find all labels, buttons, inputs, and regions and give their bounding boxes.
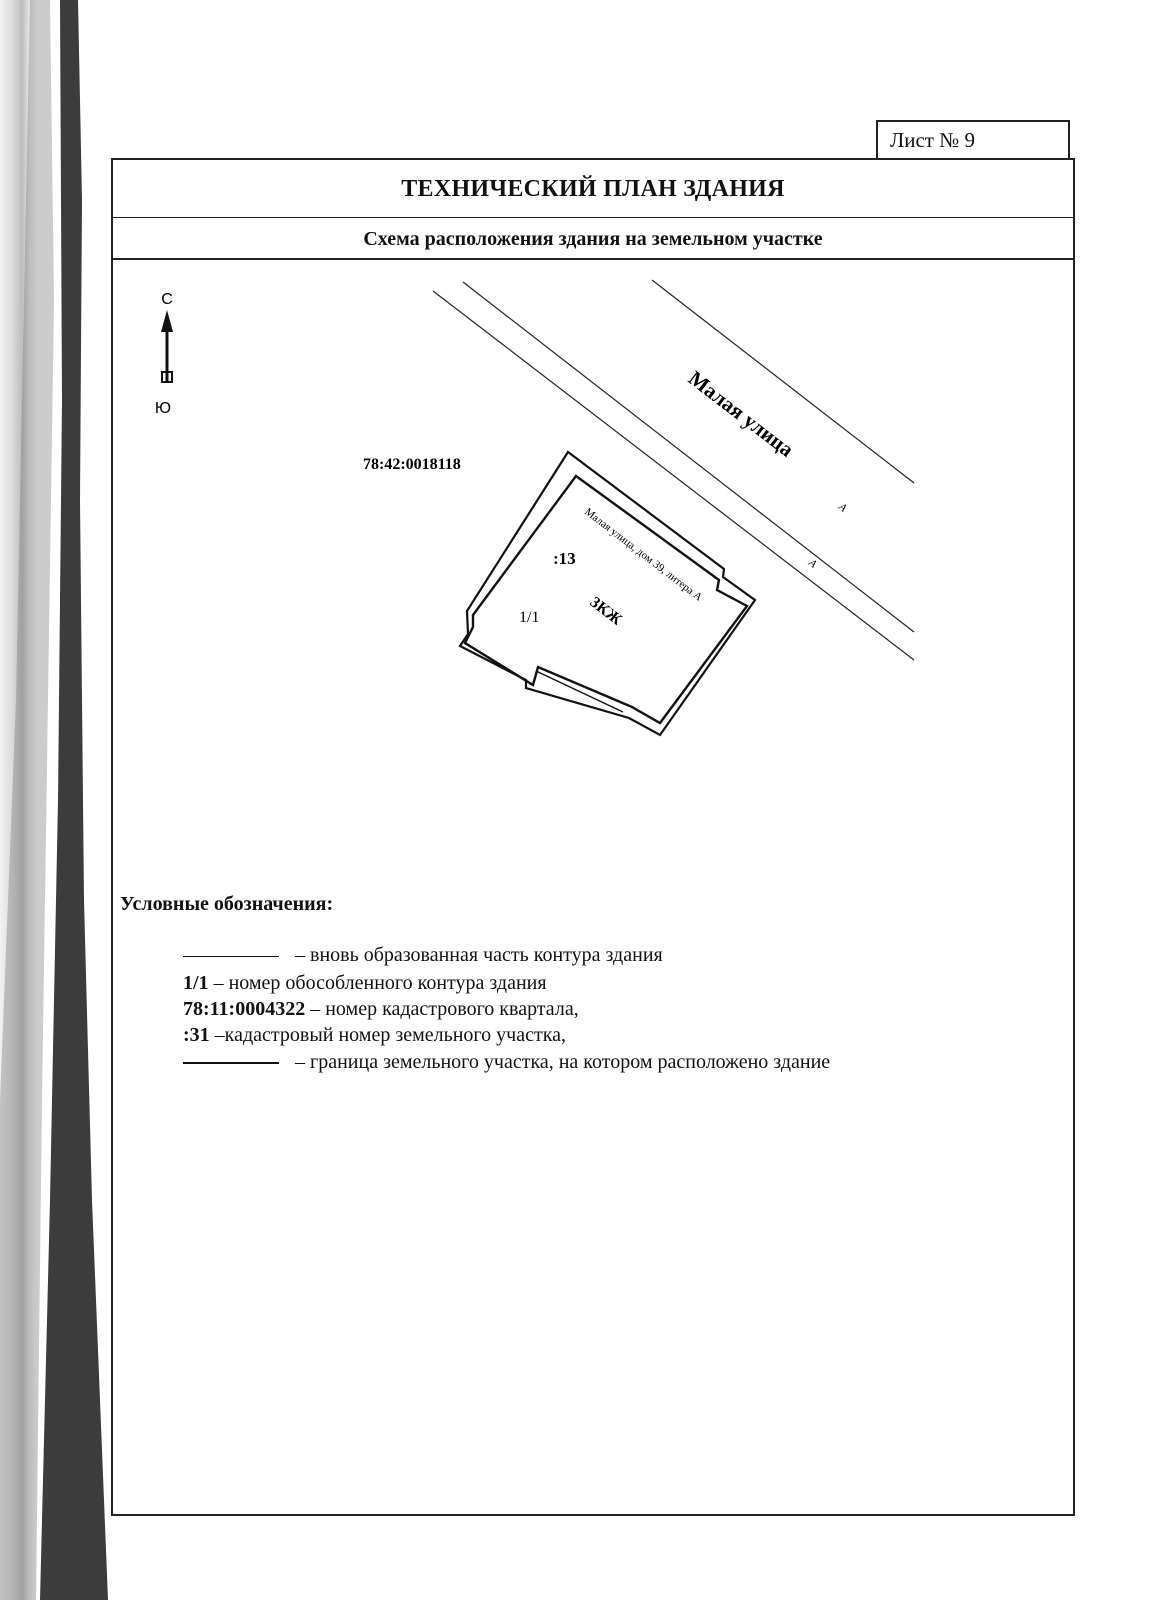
- land-parcel-boundary: [460, 452, 755, 735]
- sheet-number-label: Лист № 9: [890, 128, 976, 152]
- street-name-label: Малая улица: [683, 365, 799, 462]
- compass-south-label: Ю: [154, 400, 172, 417]
- legend-item-parcel-number: [183, 1024, 566, 1047]
- building-code-label: 3КЖ: [586, 593, 626, 629]
- street-marker-2: А: [806, 556, 819, 571]
- street-marker-1: А: [836, 500, 849, 515]
- legend-line-thick: [183, 1062, 279, 1064]
- legend-text: – граница земельного участка, на котором расположено здание: [295, 1051, 831, 1073]
- compass-north-label: С: [161, 291, 173, 308]
- legend-item-contour-number: [183, 972, 547, 995]
- page-subtitle: Схема расположения здания на земельном участке: [113, 218, 1073, 260]
- legend-text: – номер кадастрового квартала,: [310, 998, 579, 1020]
- legend-text: – номер обособленного контура здания: [213, 972, 547, 994]
- legend-symbol: 1/1: [183, 972, 209, 994]
- cadastral-quarter-label: 78:42:0018118: [363, 456, 461, 473]
- legend-title: Условные обозначения:: [120, 893, 334, 915]
- compass-icon: [161, 310, 173, 383]
- legend-symbol: :31: [183, 1024, 210, 1046]
- legend-line-thin: [183, 956, 279, 957]
- legend-symbol: 78:11:0004322: [183, 998, 306, 1020]
- building-address-label: Малая улица, дом 39, литера А: [582, 505, 705, 604]
- street-boundary-lines: [433, 280, 914, 660]
- page-title: ТЕХНИЧЕСКИЙ ПЛАН ЗДАНИЯ: [113, 160, 1073, 218]
- parcel-number-label: :13: [553, 549, 576, 568]
- legend-text: – вновь образованная часть контура здания: [295, 944, 663, 966]
- contour-number-label: 1/1: [519, 609, 540, 626]
- legend-item-new-contour: [183, 944, 663, 967]
- legend-item-cadastral-quarter: [183, 998, 579, 1021]
- new-contour-part: [536, 671, 623, 712]
- legend-text: –кадастровый номер земельного участка,: [214, 1024, 566, 1046]
- legend-item-parcel-boundary: [183, 1051, 830, 1074]
